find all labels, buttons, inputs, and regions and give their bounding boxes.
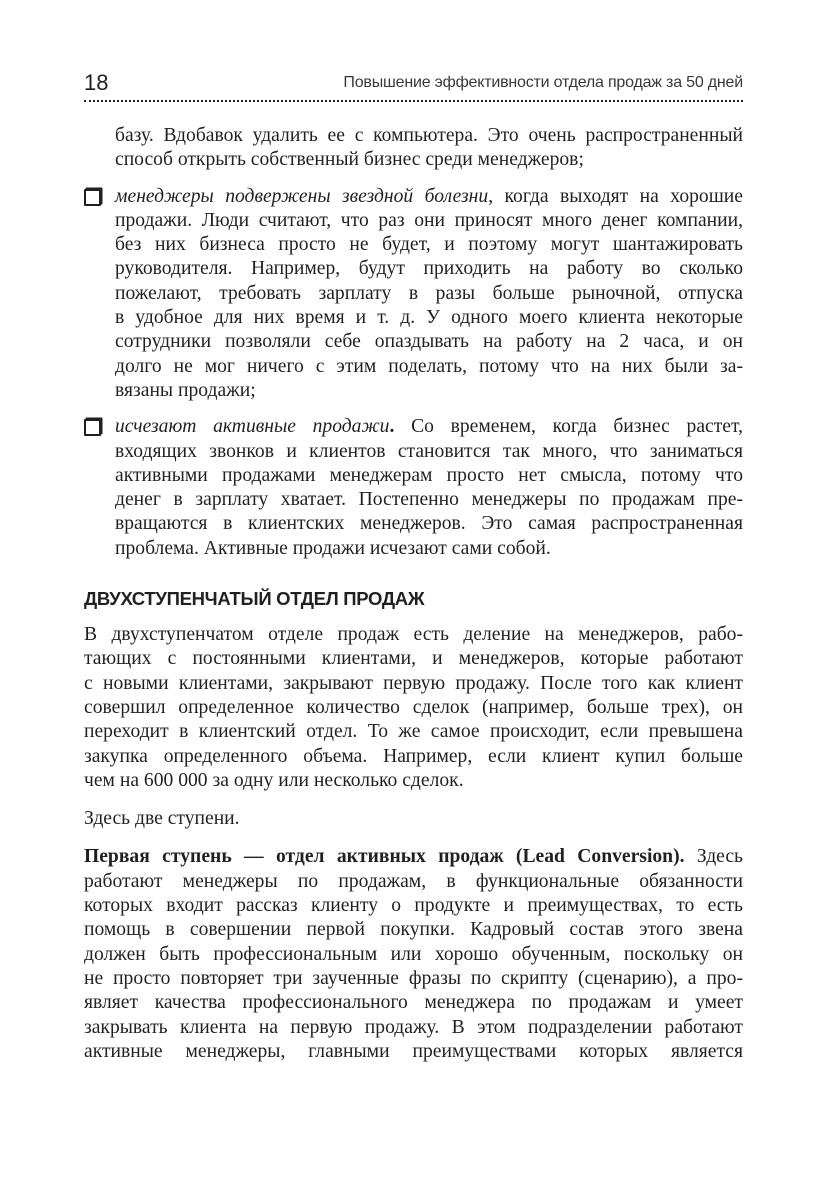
text-line: менеджеры подвержены звездной болезни, когда выходят на хорошие [115,185,743,207]
text-line: работают менеджеры по продажам, в функциональные обязанности [84,870,743,892]
paragraph [84,623,743,793]
text-line: переходит в клиентский отдел. То же самое происходит, если превышена [84,721,743,743]
text-line: без них бизнеса просто не будет, и поэтому могут шантажировать [115,234,743,256]
text-line: сотрудники позволяли себе опаздывать на работу на 2 часа, и он [115,331,743,353]
text-line: базу. Вдобавок удалить ее с компьютера. Это очень распространенный [115,125,743,146]
text-line: не просто повторяет три заученные фразы по скрипту (сценарию), а про- [84,967,743,989]
text-line: проблема. Активные продажи исчезают сами собой. [115,537,551,559]
text-line: помощь в совершении первой покупки. Кадровый состав этого звена [84,919,743,941]
text-line: денег в зарплату хватает. Постепенно менеджеры по продажам пре- [115,489,743,511]
text-line: продажи. Люди считают, что раз они приносят много денег компании, [115,209,743,231]
checkbox-square-icon [84,189,101,206]
dotted-header-rule [84,100,743,102]
section-heading: ДВУХСТУПЕНЧАТЫЙ ОТДЕЛ ПРОДАЖ [84,588,425,610]
continued-list-item [84,124,743,173]
text-line: Здесь две ступени. [84,808,240,830]
text-line: долго не мог ничего с этим поделать, потому что на них были за- [115,355,743,377]
list-item-active-sales-disappear [84,415,743,561]
text-line: исчезают активные продажи. Со временем, когда бизнес растет, [115,416,743,438]
page-number: 18 [84,70,109,95]
paragraph [84,807,743,831]
text-line: активные менеджеры, главными преимуществами которых является [84,1040,743,1062]
page-header [84,70,743,104]
text-line: способ открыть собственный бизнес среди менеджеров; [115,149,584,171]
checkbox-square-icon [84,419,101,436]
text-line: совершил определенное количество сделок (например, больше трех), он [84,696,743,718]
text-line: вязаны продажи; [115,379,256,401]
text-line: закупка определенного объема. Например, если клиент купил больше [84,745,743,767]
bold-lead: Первая ступень — отдел активных продаж (Lead Conversion). [84,846,685,868]
list-item-star-disease [84,185,743,404]
text-line: тающих с постоянными клиентами, и менеджеров, которые работают [84,648,743,670]
text-line: вращаются в клиентских менеджеров. Это самая распространенная [115,513,743,535]
paragraph-first-stage [84,845,743,1064]
italic-lead: менеджеры подвержены звездной болезни [115,185,489,207]
text-line: Первая ступень — отдел активных продаж (Lead Conversion). Здесь [84,846,743,868]
text-line: в удобное для них время и т. д. У одного моего клиента некоторые [115,307,743,329]
italic-lead: исчезают активные продажи [115,416,390,438]
running-title: Повышение эффективности отдела продаж за 50 дней [343,74,743,91]
text-line: входящих звонков и клиентов становится так много, что заниматься [115,440,743,462]
page-body [84,124,743,1064]
text-line: являет качества профессионального менеджера по продажам и умеет [84,992,743,1014]
text-line: пожелают, требовать зарплату в разы больше рыночной, отпуска [115,282,743,304]
text-line: В двухступенчатом отделе продаж есть деление на менеджеров, рабо- [84,624,743,646]
text-line: чем на 600 000 за одну или несколько сделок. [84,769,464,791]
text-line: закрывать клиента на первую продажу. В этом подразделении работают [84,1016,743,1038]
text-line: с новыми клиентами, закрывают первую продажу. После того как клиент [84,672,743,694]
text-line: которых входит рассказ клиенту о продукте и преимуществах, то есть [84,895,743,917]
text-line: активными продажами менеджерам просто нет смысла, потому что [115,464,743,486]
text-line: должен быть профессиональным или хорошо обученным, поскольку он [84,943,743,965]
text-line: руководителя. Например, будут приходить на работу во сколько [115,258,743,280]
